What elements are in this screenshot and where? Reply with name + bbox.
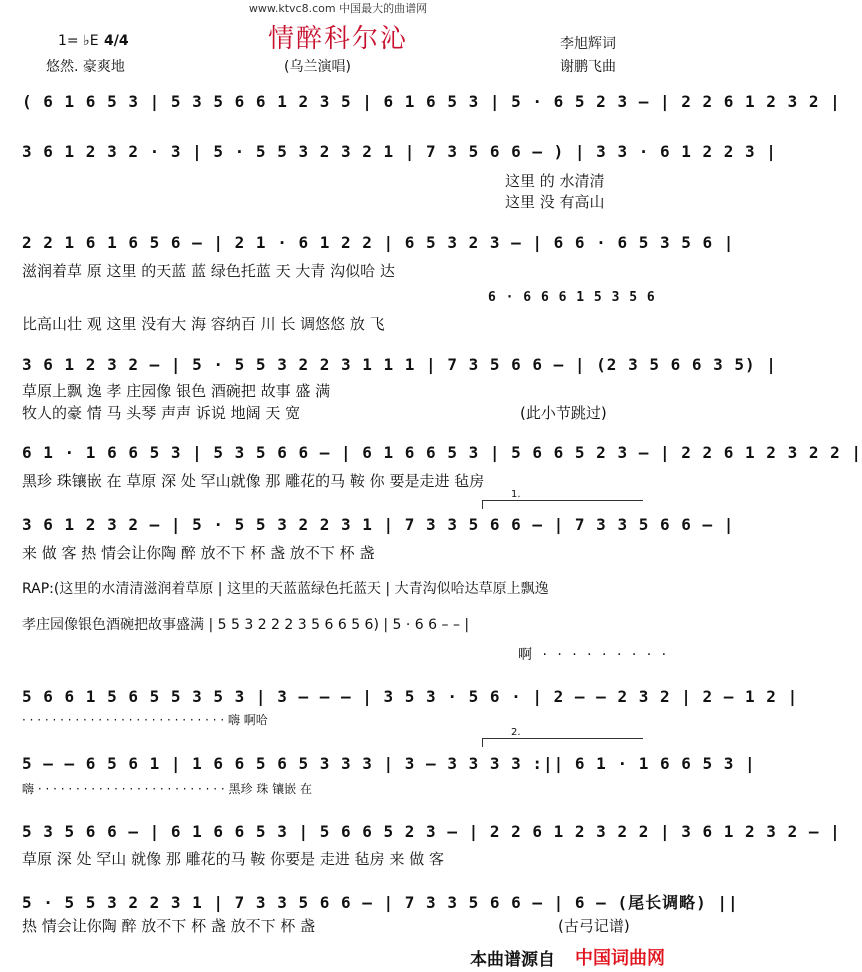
score-line-6: 3 6 1 2 3 2 – | 5 · 5 5 3 2 2 3 1 | 7 3 3 5 6 6 – | 7 3 3 5 6 6 – | [22, 515, 735, 534]
song-title: 情醉科尔沁 [267, 24, 408, 54]
score-line-10: 5 · 5 5 3 2 2 3 1 | 7 3 3 5 6 6 – | 7 3 3 5 6 6 – | 6 – (尾长调略) || [22, 893, 739, 912]
tempo-mark: 悠然. 豪爽地 [46, 59, 125, 75]
volta-2: 2. [482, 738, 643, 747]
singer: (乌兰演唱) [284, 59, 351, 75]
footer-source: 本曲谱源自 [470, 950, 555, 970]
score-line-2: 3 6 1 2 3 2 · 3 | 5 · 5 5 3 2 3 2 1 | 7 3 5 6 6 – ) | 3 3 · 6 1 2 2 3 | [22, 142, 777, 161]
rap-line: 孝庄园像银色酒碗把故事盛满 | 5 5 3 2 2 2 3 5 6 6 5 6) | 5 · 6 6 – – | [22, 617, 470, 633]
score-line-3: 2 2 1 6 1 6 5 6 – | 2 1 · 6 1 2 2 | 6 5 3 2 3 – | 6 6 · 6 5 3 5 6 | [22, 233, 735, 252]
volta-1: 1. [482, 500, 643, 509]
time-signature: 4/4 [104, 33, 129, 49]
score-line-5: 6 1 · 1 6 6 5 3 | 5 3 5 6 6 – | 6 1 6 6 5 3 | 5 6 6 5 2 3 – | 2 2 6 1 2 3 2 2 | [22, 443, 862, 462]
composer: 谢鹏飞曲 [560, 59, 616, 75]
lyric-line: 比高山壮 观 这里 没有大 海 容纳百 川 长 调悠悠 放 飞 [22, 315, 385, 333]
lyricist: 李旭辉词 [560, 36, 616, 52]
score-line-8: 5 – – 6 5 6 1 | 1 6 6 5 6 5 3 3 3 | 3 – 3 3 3 3 :|| 6 1 · 1 6 6 5 3 | [22, 754, 756, 773]
skip-note: (此小节跳过) [520, 404, 607, 422]
rap-line: RAP:(这里的水清清滋润着草原 | 这里的天蓝蓝绿色托蓝天 | 大青沟似哈达草原上飘逸 [22, 581, 549, 597]
lyric-line: 黑珍 珠镶嵌 在 草原 深 处 罕山就像 那 雕花的马 鞍 你 要是走进 毡房 [22, 472, 485, 490]
score-line-7: 5 6 6 1 5 6 5 5 3 5 3 | 3 – – – | 3 5 3 · 5 6 · | 2 – – 2 3 2 | 2 – 1 2 | [22, 687, 799, 706]
lyric-line: 啊 · · · · · · · · · [518, 647, 670, 663]
score-alt-notes: 6 · 6 6 6 1 5 3 5 6 [488, 290, 656, 305]
lyric-line: 这里 的 水清清 [505, 172, 605, 190]
score-line-4: 3 6 1 2 3 2 – | 5 · 5 5 3 2 2 3 1 1 1 | 7 3 5 6 6 – | (2 3 5 6 6 3 5) | [22, 355, 777, 374]
lyric-line: 嗨 · · · · · · · · · · · · · · · · · · · · · · · · · 黑珍 珠 镶嵌 在 [22, 782, 312, 796]
lyric-line: 来 做 客 热 情会让你陶 醉 放不下 杯 盏 放不下 杯 盏 [22, 544, 375, 562]
score-line-1: ( 6 1 6 5 3 | 5 3 5 6 6 1 2 3 5 | 6 1 6 5 3 | 5 · 6 5 2 3 – | 2 2 6 1 2 3 2 | [22, 92, 841, 111]
site-header: www.ktvc8.com 中国最大的曲谱网 [248, 2, 428, 15]
lyric-line: 草原上飘 逸 孝 庄园像 银色 酒碗把 故事 盛 满 [22, 382, 331, 400]
lyric-line: 牧人的豪 情 马 头琴 声声 诉说 地阔 天 宽 [22, 404, 301, 422]
lyric-line: 这里 没 有高山 [505, 193, 605, 211]
transcriber-note: (古弓记谱) [558, 917, 630, 935]
footer-site: 中国词曲网 [575, 948, 665, 969]
lyric-line: 草原 深 处 罕山 就像 那 雕花的马 鞍 你要是 走进 毡房 来 做 客 [22, 850, 444, 868]
lyric-line: 滋润着草 原 这里 的天蓝 蓝 绿色托蓝 天 大青 沟似哈 达 [22, 262, 395, 280]
lyric-line: 热 情会让你陶 醉 放不下 杯 盏 放不下 杯 盏 [22, 917, 316, 935]
lyric-line: · · · · · · · · · · · · · · · · · · · · · · · · · · · 嗨 啊哈 [22, 713, 268, 727]
key-signature: 1= ♭E [58, 33, 99, 49]
score-line-9: 5 3 5 6 6 – | 6 1 6 6 5 3 | 5 6 6 5 2 3 – | 2 2 6 1 2 3 2 2 | 3 6 1 2 3 2 – | [22, 822, 841, 841]
